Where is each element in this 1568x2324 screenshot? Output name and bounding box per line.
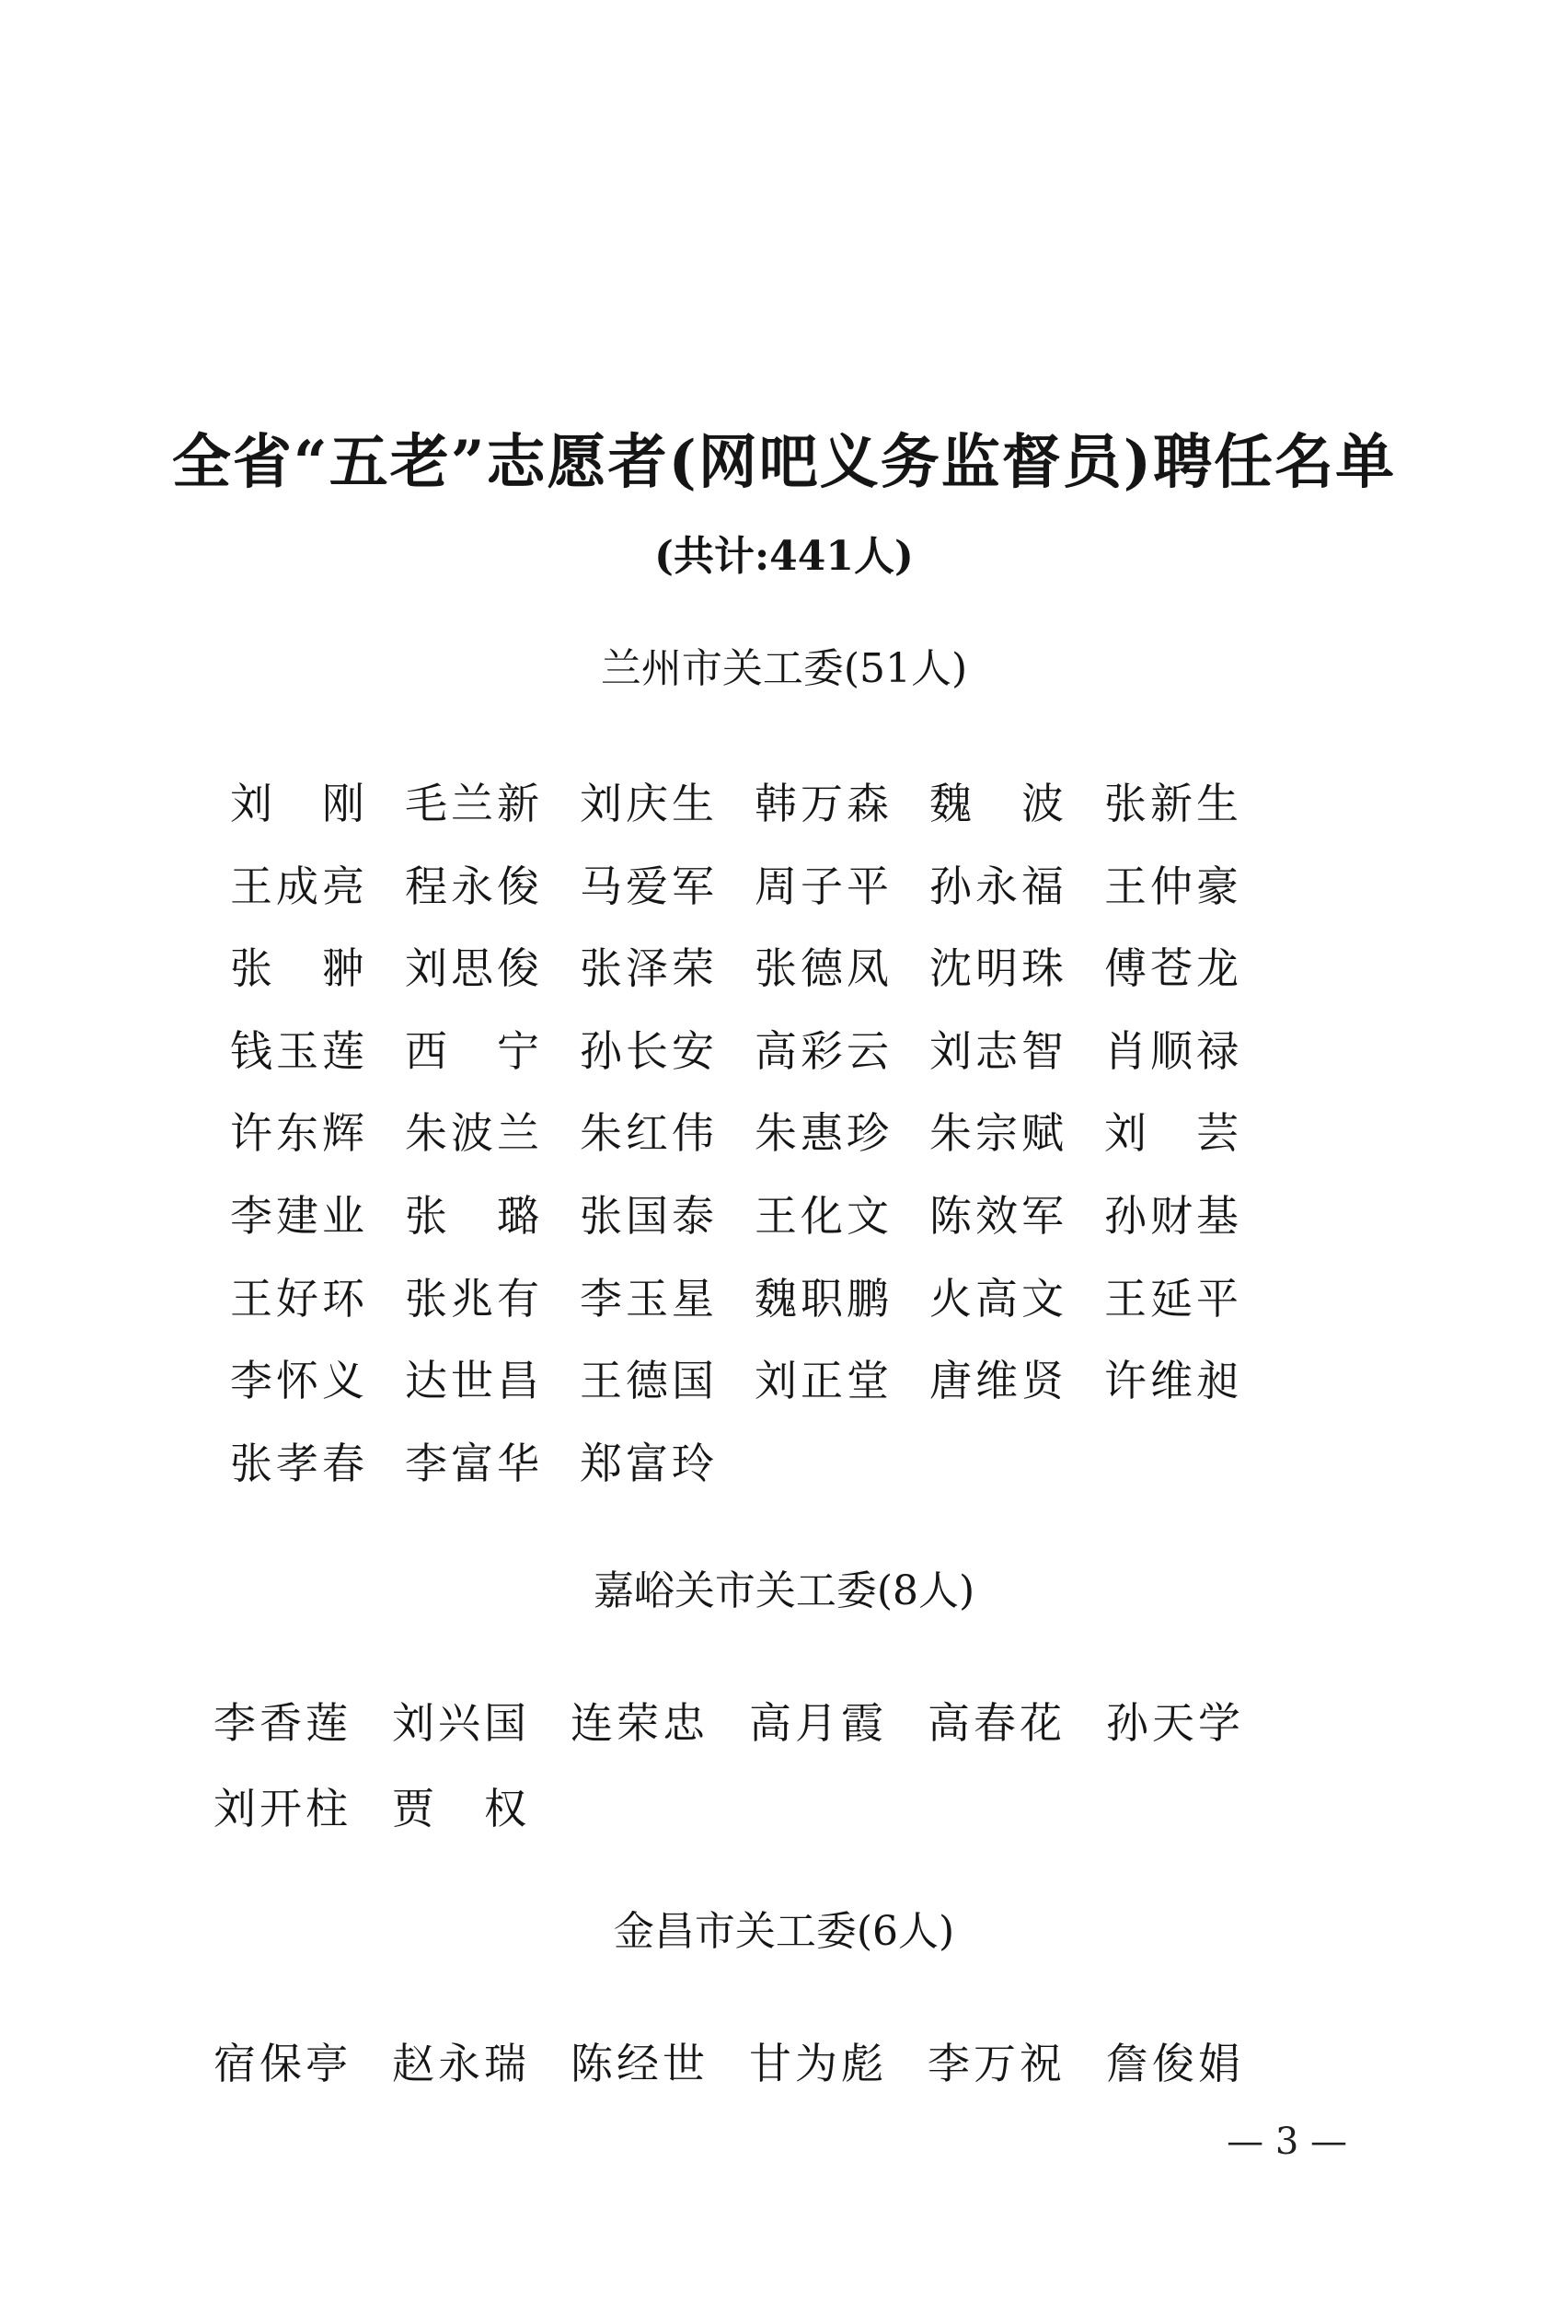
person-name: 傅 苍 龙 bbox=[1104, 943, 1239, 994]
person-name: 沈 明 珠 bbox=[929, 943, 1064, 994]
person-name: 高 春 花 bbox=[928, 1698, 1062, 1748]
person-name: 刘 开 柱 bbox=[213, 1784, 348, 1833]
person-name: 西 宁 bbox=[405, 1025, 539, 1076]
person-name: 李 香 莲 bbox=[213, 1698, 348, 1748]
person-name: 魏 职 鹏 bbox=[755, 1273, 889, 1324]
person-name: 张 璐 bbox=[405, 1190, 539, 1241]
person-name: 刘 兴 国 bbox=[392, 1698, 526, 1748]
person-name: 王 成 亮 bbox=[230, 861, 364, 911]
person-name: 唐 维 贤 bbox=[929, 1356, 1064, 1406]
section-heading-jinchang: 金昌市关工委(6人) bbox=[613, 1908, 955, 1955]
person-name: 陈 效 军 bbox=[929, 1190, 1064, 1241]
person-name: 詹 俊 娟 bbox=[1106, 2039, 1240, 2088]
person-name: 刘 志 智 bbox=[929, 1025, 1064, 1076]
name-list-jinchang bbox=[213, 2037, 1285, 2122]
person-name: 孙 长 安 bbox=[580, 1025, 714, 1076]
person-name: 刘 刚 bbox=[230, 779, 364, 828]
person-name: 赵 永 瑞 bbox=[392, 2039, 526, 2088]
person-name: 刘 正 堂 bbox=[755, 1356, 889, 1406]
person-name: 朱 波 兰 bbox=[405, 1108, 539, 1159]
person-name: 李 玉 星 bbox=[580, 1273, 714, 1324]
person-name: 甘 为 彪 bbox=[749, 2039, 883, 2088]
person-name: 王 好 环 bbox=[230, 1273, 364, 1324]
person-name: 王 德 国 bbox=[580, 1356, 714, 1406]
person-name: 连 荣 忠 bbox=[571, 1698, 705, 1748]
person-name: 魏 波 bbox=[929, 779, 1064, 828]
person-name: 许 维 昶 bbox=[1104, 1356, 1239, 1406]
person-name: 许 东 辉 bbox=[230, 1108, 364, 1159]
person-name: 张 兆 有 bbox=[405, 1273, 539, 1324]
person-name: 张 新 生 bbox=[1104, 779, 1239, 828]
person-name: 张 国 泰 bbox=[580, 1190, 714, 1241]
page-number: — 3 — bbox=[1227, 2121, 1347, 2163]
person-name: 刘 思 俊 bbox=[405, 943, 539, 994]
person-name: 张 翀 bbox=[230, 943, 364, 994]
person-name: 程 永 俊 bbox=[405, 861, 539, 911]
person-name: 李 万 祝 bbox=[928, 2039, 1062, 2088]
person-name: 王 延 平 bbox=[1104, 1273, 1239, 1324]
person-name: 李 怀 义 bbox=[230, 1356, 364, 1406]
person-name: 朱 惠 珍 bbox=[755, 1108, 889, 1159]
person-name: 王 化 文 bbox=[755, 1190, 889, 1241]
person-name: 王 仲 豪 bbox=[1104, 861, 1239, 911]
person-name: 肖 顺 禄 bbox=[1104, 1025, 1239, 1076]
person-name: 毛 兰 新 bbox=[405, 779, 539, 828]
person-name: 郑 富 玲 bbox=[580, 1438, 714, 1488]
person-name: 达 世 昌 bbox=[405, 1356, 539, 1406]
document-subtitle: (共计:441人) bbox=[654, 533, 914, 580]
person-name: 高 彩 云 bbox=[755, 1025, 889, 1076]
person-name: 刘 芸 bbox=[1104, 1108, 1239, 1159]
person-name: 陈 经 世 bbox=[571, 2039, 705, 2088]
person-name: 韩 万 森 bbox=[755, 779, 889, 828]
person-name: 孙 永 福 bbox=[929, 861, 1064, 911]
person-name: 孙 天 学 bbox=[1106, 1698, 1240, 1748]
person-name: 张 孝 春 bbox=[230, 1438, 364, 1488]
person-name: 孙 财 基 bbox=[1104, 1190, 1239, 1241]
name-list-jiayuguan bbox=[213, 1696, 1285, 1867]
person-name: 刘 庆 生 bbox=[580, 779, 714, 828]
person-name: 钱 玉 莲 bbox=[230, 1025, 364, 1076]
section-heading-jiayuguan: 嘉峪关市关工委(8人) bbox=[593, 1567, 975, 1614]
person-name: 马 爱 军 bbox=[580, 861, 714, 911]
person-name: 火 高 文 bbox=[929, 1273, 1064, 1324]
person-name: 李 富 华 bbox=[405, 1438, 539, 1488]
person-name: 张 泽 荣 bbox=[580, 943, 714, 994]
person-name: 张 德 凤 bbox=[755, 943, 889, 994]
name-list-lanzhou bbox=[230, 777, 1279, 1519]
person-name: 朱 红 伟 bbox=[580, 1108, 714, 1159]
person-name: 贾 权 bbox=[392, 1784, 526, 1833]
document-title: 全省“五老”志愿者(网吧义务监督员)聘任名单 bbox=[171, 428, 1397, 497]
person-name: 高 月 霞 bbox=[749, 1698, 883, 1748]
section-heading-lanzhou: 兰州市关工委(51人) bbox=[600, 645, 968, 692]
person-name: 朱 宗 赋 bbox=[929, 1108, 1064, 1159]
person-name: 宿 保 亭 bbox=[213, 2039, 348, 2088]
person-name: 周 子 平 bbox=[755, 861, 889, 911]
person-name: 李 建 业 bbox=[230, 1190, 364, 1241]
